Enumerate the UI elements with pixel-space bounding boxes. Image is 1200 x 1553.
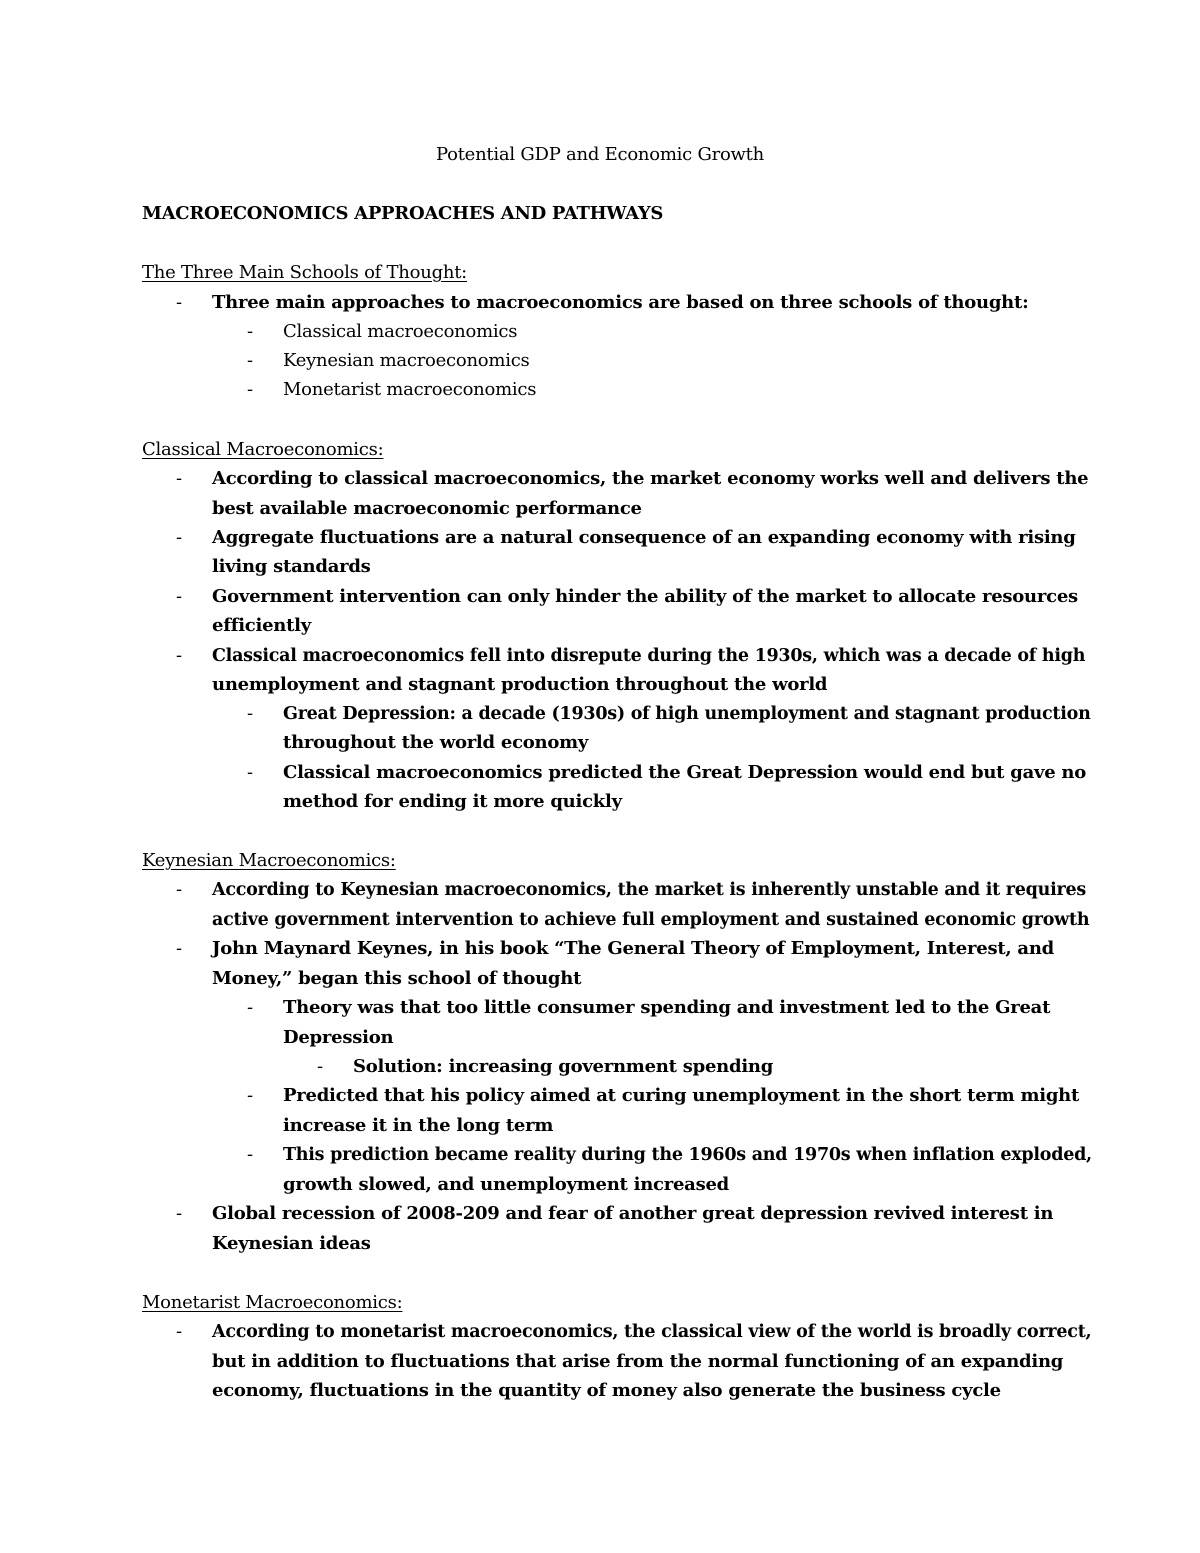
bullet-dash: - [176, 292, 183, 313]
bullet-text-continued: economy, fluctuations in the quantity of money also generate the business cycle [212, 1380, 1001, 1401]
bullet-dash: - [176, 1203, 183, 1224]
bullet-dash: - [247, 997, 254, 1018]
bullet-dash: - [247, 1085, 254, 1106]
bullet-text-continued: Keynesian ideas [212, 1233, 371, 1254]
bullet-text: Three main approaches to macroeconomics are based on three schools of thought: [212, 292, 1029, 313]
sub-bullet-text: Predicted that his policy aimed at curing unemployment in the short term might [283, 1085, 1080, 1106]
bullet-dash: - [176, 938, 183, 959]
bullet-text: Aggregate fluctuations are a natural consequence of an expanding economy with rising [212, 527, 1076, 548]
bullet-text-continued: but in addition to fluctuations that arise from the normal functioning of an expanding [212, 1351, 1064, 1372]
bullet-dash: - [176, 468, 183, 489]
subheading-keynesian: Keynesian Macroeconomics: [142, 850, 396, 871]
bullet-text: According to classical macroeconomics, the market economy works well and delivers the [212, 468, 1089, 489]
bullet-text-continued: efficiently [212, 615, 311, 636]
bullet-text-continued: unemployment and stagnant production throughout the world [212, 674, 828, 695]
bullet-text-continued: best available macroeconomic performance [212, 498, 642, 519]
sub-bullet-text: Classical macroeconomics predicted the Great Depression would end but gave no [283, 762, 1087, 783]
bullet-dash: - [176, 1321, 183, 1342]
document-title: Potential GDP and Economic Growth [435, 144, 765, 165]
sub-bullet-text: This prediction became reality during the 1960s and 1970s when inflation exploded, [283, 1145, 1092, 1165]
bullet-dash: - [247, 762, 254, 783]
bullet-text: According to monetarist macroeconomics, the classical view of the world is broadly correct, [212, 1322, 1092, 1342]
sub-bullet-text: Keynesian macroeconomics [283, 350, 530, 371]
bullet-dash: - [247, 703, 254, 724]
sub-bullet-text-continued: increase it in the long term [283, 1115, 554, 1136]
subheading-monetarist: Monetarist Macroeconomics: [142, 1292, 403, 1313]
sub-bullet-text-continued: Depression [283, 1027, 394, 1048]
sub-sub-bullet-text: Solution: increasing government spending [353, 1056, 774, 1077]
bullet-dash: - [247, 321, 254, 342]
sub-bullet-text: Monetarist macroeconomics [283, 379, 537, 400]
bullet-dash: - [176, 879, 183, 900]
bullet-dash: - [176, 586, 183, 607]
sub-bullet-text: Classical macroeconomics [283, 321, 518, 342]
bullet-text: Global recession of 2008-209 and fear of another great depression revived interest in [212, 1203, 1054, 1224]
bullet-text-continued: active government intervention to achieve full employment and sustained economic growth [212, 910, 1090, 930]
bullet-text-continued: Money,” began this school of thought [212, 968, 582, 989]
bullet-dash: - [176, 645, 183, 666]
sub-bullet-text-continued: growth slowed, and unemployment increased [283, 1174, 730, 1195]
bullet-dash: - [247, 379, 254, 400]
bullet-dash: - [176, 527, 183, 548]
subheading-three-schools: The Three Main Schools of Thought: [142, 262, 467, 283]
bullet-text: John Maynard Keynes, in his book “The General Theory of Employment, Interest, and [212, 938, 1055, 959]
bullet-dash: - [317, 1056, 324, 1077]
bullet-text: Classical macroeconomics fell into disrepute during the 1930s, which was a decade of high [212, 646, 1086, 666]
subheading-classical: Classical Macroeconomics: [142, 439, 384, 460]
section-heading: MACROECONOMICS APPROACHES AND PATHWAYS [142, 203, 664, 224]
sub-bullet-text-continued: throughout the world economy [283, 732, 589, 753]
bullet-dash: - [247, 350, 254, 371]
bullet-text: According to Keynesian macroeconomics, the market is inherently unstable and it requires [212, 880, 1086, 900]
sub-bullet-text: Great Depression: a decade (1930s) of high unemployment and stagnant production [283, 704, 1091, 724]
sub-bullet-text-continued: method for ending it more quickly [283, 791, 622, 812]
sub-bullet-text: Theory was that too little consumer spending and investment led to the Great [283, 997, 1051, 1018]
bullet-text-continued: living standards [212, 556, 371, 577]
bullet-text: Government intervention can only hinder the ability of the market to allocate resources [212, 586, 1078, 607]
bullet-dash: - [247, 1144, 254, 1165]
